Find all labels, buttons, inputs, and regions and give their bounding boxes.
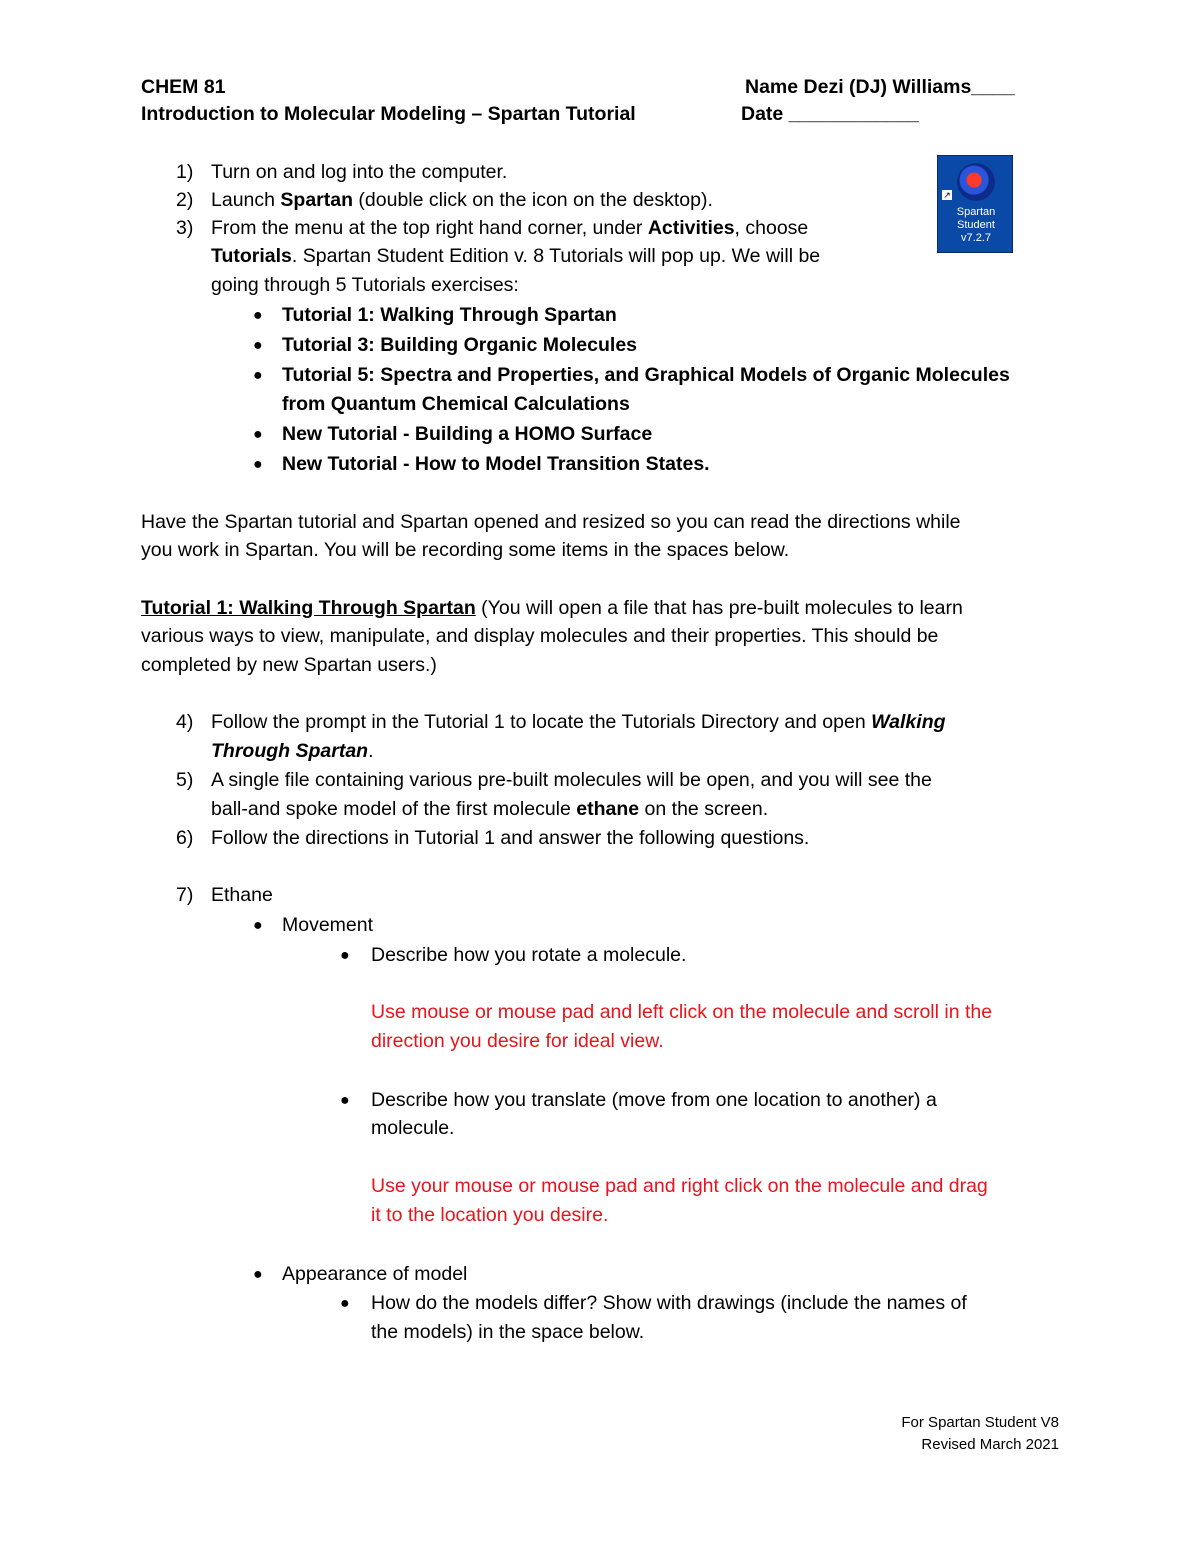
bullet-icon: ● xyxy=(253,917,263,934)
translate-question-line-1: Describe how you translate (move from one location to another) a xyxy=(371,1089,937,1111)
shortcut-arrow-icon: ↗ xyxy=(943,190,951,200)
rotate-question: Describe how you rotate a molecule. xyxy=(371,944,687,966)
step-4-line-1: Follow the prompt in the Tutorial 1 to locate the Tutorials Directory and open Walking xyxy=(211,711,946,733)
name-field: Name Dezi (DJ) Williams____ xyxy=(745,76,1015,98)
bullet-icon: ● xyxy=(253,1266,263,1283)
instructions-paragraph-line-2: you work in Spartan. You will be recording some items in the spaces below. xyxy=(141,539,790,561)
tutorial-1-intro-line-2: various ways to view, manipulate, and display molecules and their properties. This should be xyxy=(141,625,939,647)
step-3-line-2: Tutorials. Spartan Student Edition v. 8 Tutorials will pop up. We will be xyxy=(211,245,821,267)
models-question-line-2: the models) in the space below. xyxy=(371,1321,645,1343)
step-7-number: 7) xyxy=(176,884,194,906)
icon-version: v7.2.7 xyxy=(961,232,991,244)
tutorial-list-item-continued: from Quantum Chemical Calculations xyxy=(282,393,630,415)
tutorial-list-item: New Tutorial - How to Model Transition States. xyxy=(282,453,710,475)
step-5-number: 5) xyxy=(176,769,194,791)
bullet-icon: ● xyxy=(253,307,263,324)
step-7-text: Ethane xyxy=(211,884,273,906)
bullet-icon: ● xyxy=(253,367,263,384)
step-3-number: 3) xyxy=(176,217,194,239)
tutorial-1-intro-line-1: Tutorial 1: Walking Through Spartan (You will open a file that has pre-built molecules to learn xyxy=(141,597,963,619)
tutorial-1-heading: Tutorial 1: Walking Through Spartan xyxy=(141,597,476,619)
rotate-answer-line-2: direction you desire for ideal view. xyxy=(371,1030,664,1052)
tutorial-list-item: New Tutorial - Building a HOMO Surface xyxy=(282,423,653,445)
footer-version: For Spartan Student V8 xyxy=(901,1414,1059,1431)
step-6-number: 6) xyxy=(176,827,194,849)
step-4-line-2: Through Spartan. xyxy=(211,740,374,762)
instructions-paragraph-line-1: Have the Spartan tutorial and Spartan opened and resized so you can read the directions while xyxy=(141,511,961,533)
step-2-text: Launch Spartan (double click on the icon on the desktop). xyxy=(211,189,713,211)
bullet-icon: ● xyxy=(253,337,263,354)
footer-revised: Revised March 2021 xyxy=(921,1436,1059,1453)
step-2-number: 2) xyxy=(176,189,194,211)
step-6-text: Follow the directions in Tutorial 1 and answer the following questions. xyxy=(211,827,810,849)
step-3-line-3: going through 5 Tutorials exercises: xyxy=(211,274,519,296)
tutorial-list-item: Tutorial 1: Walking Through Spartan xyxy=(282,304,617,326)
bullet-icon: ● xyxy=(253,426,263,443)
translate-question-line-2: molecule. xyxy=(371,1117,455,1139)
bullet-icon: ● xyxy=(340,1295,350,1312)
course-code: CHEM 81 xyxy=(141,76,226,98)
step-3-line-1: From the menu at the top right hand corner, under Activities, choose xyxy=(211,217,809,239)
rotate-answer-line-1: Use mouse or mouse pad and left click on the molecule and scroll in the xyxy=(371,1001,993,1023)
appearance-heading: Appearance of model xyxy=(282,1263,468,1285)
step-5-line-2: ball-and spoke model of the first molecule ethane on the screen. xyxy=(211,798,769,820)
movement-heading: Movement xyxy=(282,914,374,936)
spartan-desktop-icon xyxy=(937,155,1013,253)
models-question-line-1: How do the models differ? Show with drawings (include the names of xyxy=(371,1292,967,1314)
spartan-logo-icon xyxy=(957,163,995,201)
bullet-icon: ● xyxy=(253,456,263,473)
bullet-icon: ● xyxy=(340,947,350,964)
tutorial-list-item: Tutorial 5: Spectra and Properties, and Graphical Models of Organic Molecules xyxy=(282,364,1010,386)
tutorial-list-item: Tutorial 3: Building Organic Molecules xyxy=(282,334,638,356)
step-4-number: 4) xyxy=(176,711,194,733)
step-5-line-1: A single file containing various pre-built molecules will be open, and you will see the xyxy=(211,769,932,791)
icon-app-name: Spartan Student xyxy=(956,206,996,231)
translate-answer-line-1: Use your mouse or mouse pad and right click on the molecule and drag xyxy=(371,1175,988,1197)
tutorial-1-intro-line-3: completed by new Spartan users.) xyxy=(141,654,437,676)
date-field: Date ____________ xyxy=(741,103,919,125)
step-1-number: 1) xyxy=(176,161,194,183)
bullet-icon: ● xyxy=(340,1092,350,1109)
document-title: Introduction to Molecular Modeling – Spartan Tutorial xyxy=(141,103,636,125)
translate-answer-line-2: it to the location you desire. xyxy=(371,1204,609,1226)
step-1-text: Turn on and log into the computer. xyxy=(211,161,508,183)
